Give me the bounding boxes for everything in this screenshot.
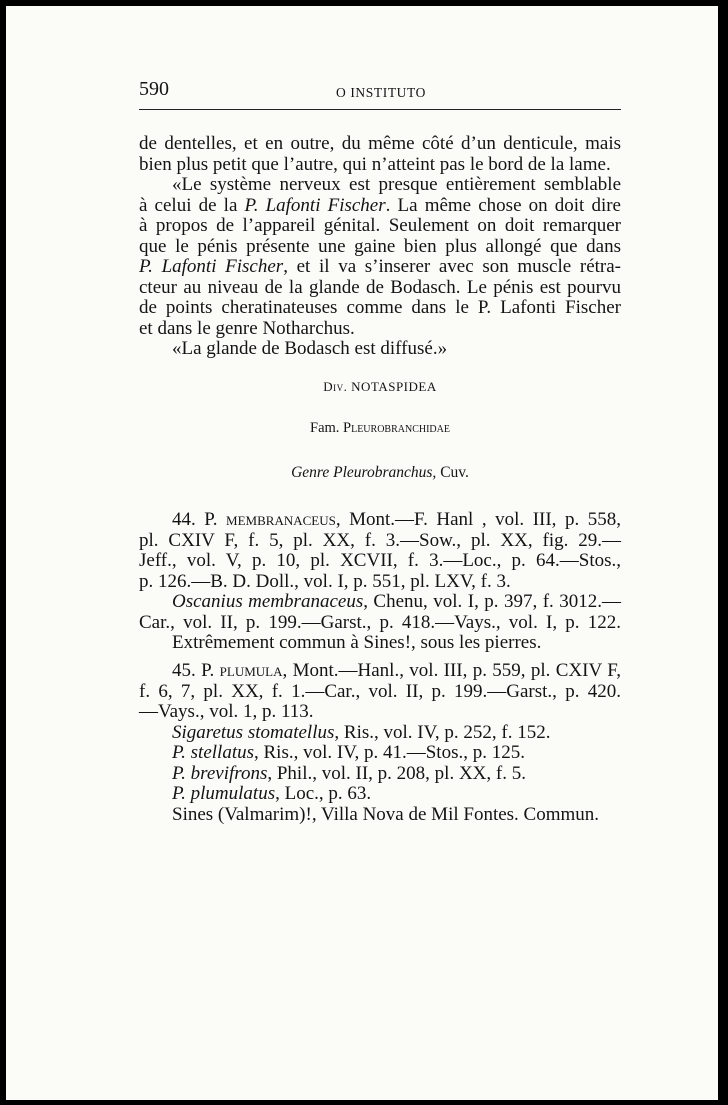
text-line: Sigaretus stomatellus, Ris., vol. IV, p. 252, f. 152. [172,721,551,743]
text-line: bien plus petit que l’autre, qui n’atteint pas le bord de la lame. [139,153,611,175]
text-line: —Vays., vol. 1, p. 113. [139,701,314,722]
paragraph-systeme-nerveux [139,175,621,339]
text-line: P. brevifrons, Phil., vol. II, p. 208, pl. XX, f. 5. [172,762,526,784]
genus-heading: Genre Pleurobranchus, Cuv. [291,464,469,481]
text-line: P. Lafonti Fischer, et il va s’inserer avec son muscle rétra- [139,256,621,277]
text-line: f. 6, 7, pl. XX, f. 1.—Car., vol. II, p. 199.—Garst., p. 420. [139,680,621,702]
text-line: «Le système nerveux est presque entièrement semblable [172,174,621,195]
text-line: P. plumulatus, Loc., p. 63. [172,783,372,804]
text-line: Oscanius membranaceus, Chenu, vol. I, p. 397, f. 3012.— [172,591,621,612]
text-line: et dans le genre Notharchus. [139,317,355,339]
running-title: O INSTITUTO [336,85,426,100]
book-page [6,6,718,1100]
text-line: que le pénis présente une gaine bien plus allongé que dans [139,235,621,257]
page-number: 590 [139,78,169,100]
text-line: 45. P. plumula, Mont.—Hanl., vol. III, p. 559, pl. CXIV F, [172,660,622,681]
entry-45 [139,661,621,825]
text-line: de dentelles, et en outre, du même côté d’un denticule, mais [139,133,621,154]
text-line: Sines (Valmarim)!, Villa Nova de Mil Fontes. Commun. [172,803,600,825]
text-line: «La glande de Bodasch est diffusé.» [172,338,448,359]
text-line: de points cheratinateuses comme dans le P. Lafonti Fischer [139,297,621,318]
text-line: Extrêmement commun à Sines!, sous les pierres. [172,632,542,653]
paragraph-glande [139,339,621,360]
text-line: pl. CXIV F, f. 5, pl. XX, f. 3.—Sow., pl. XX, fig. 29.— [139,529,621,551]
text-line: Car., vol. II, p. 199.—Garst., p. 418.—Vays., vol. I, p. 122. [139,611,621,633]
entry-44 [139,510,621,654]
text-line: p. 126.—B. D. Doll., vol. I, p. 551, pl. LXV, f. 3. [139,570,511,592]
text-line: P. stellatus, Ris., vol. IV, p. 41.—Stos., p. 125. [172,742,525,763]
header-rule [139,109,621,110]
text-line: cteur au niveau de la glande de Bodasch. Le pénis est pourvu [139,276,621,298]
text-line: à propos de l’appareil génital. Seulement on doit remarquer [139,215,621,236]
text-line: 44. P. membranaceus, Mont.—F. Hanl , vol. III, p. 558, [172,509,621,530]
family-heading: Fam. Pleurobranchidae [310,420,450,436]
text-line: Jeff., vol. V, p. 10, pl. XCVII, f. 3.—Loc., p. 64.—Stos., [139,550,621,571]
division-heading: Div. NOTASPIDEA [323,379,437,394]
paragraph-dentelles [139,134,621,175]
text-line: à celui de la P. Lafonti Fischer. La même chose on doit dire [139,194,621,216]
